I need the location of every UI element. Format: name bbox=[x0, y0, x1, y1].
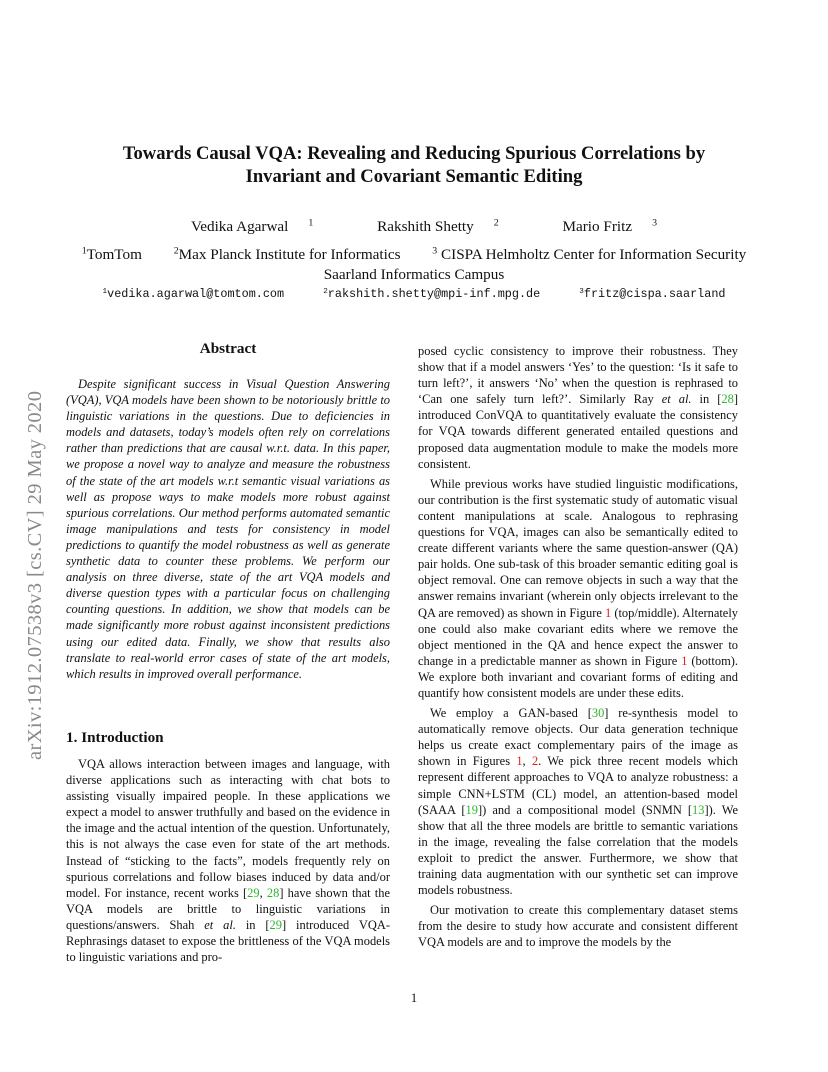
email-list bbox=[0, 285, 828, 303]
affiliation: $^3$ CISPA Helmholtz Center for Information Security bbox=[432, 245, 747, 263]
citation-link[interactable]: 28 bbox=[266, 885, 280, 900]
author bbox=[357, 218, 499, 235]
paragraph: While previous works have studied linguistic modifications, our contribution is the first systematic study of automatic visual content manipulations at scale. Analogous to rephrasing questions for VQA, images can also be semantically edited to create different variants where the same question-answer (QA) pair holds. One sub-task of this broader semantic editing goal is object removal. One can remove objects in such a way that the answer remains invariant (wherein only objects irrelevant to the QA are removed) as shown in Figure 1 (top/middle). Alternately one could also make covariant edits where we remove the object mentioned in the QA and hence expect the answer to change in a predictable manner as shown in Figure 1 (bottom). We explore both invariant and covariant forms of editing and quantify how consistent models are under these edits. bbox=[418, 476, 738, 700]
paragraph: VQA allows interaction between images and language, with diverse applications such as interacting with chat bots to assisting visually impaired people. In these applications we expect a model to answer truthfully and based on the evidence in the image and the actual intention of the question. Unfortunately, this is not always the case even for state of the art methods. Instead of “sticking to the facts”, models frequently rely on spurious correlations and follow biases induced by data and/or model. For instance, recent works [29, 28] have shown that the VQA models are brittle to linguistic variations in questions/answers. Shah et al. in [29] introduced VQA-Rephrasings dataset to expose the brittleness of the VQA models to linguistic variations and pro- bbox=[66, 757, 390, 965]
citation-link[interactable]: 19 bbox=[465, 802, 478, 817]
paragraph: We employ a GAN-based [30] re-synthesis model to automatically remove objects. Our data generation technique helps us create exact complementary pairs of the image as shown in Figures 1, 2. We pick three recent models which represent different approaches to VQA to analyze robustness: a simple CNN+LSTM (CL) model, an attention-based model (SAAA [19]) and a compositional model (SNMN [13]). We show that all the three models are brittle to semantic variations in the image, revealing the false correlation that the models exploit to predict the answer. Furthermore, we show that training data augmentation with our synthetic set can improve models robustness. bbox=[418, 706, 739, 898]
citation-link[interactable]: 28 bbox=[721, 392, 734, 407]
affiliation: $^2$Max Planck Institute for Informatics bbox=[173, 245, 401, 263]
introduction-left-column bbox=[66, 756, 390, 965]
affiliations bbox=[0, 245, 828, 285]
affiliation-line-2: Saarland Informatics Campus bbox=[323, 266, 505, 283]
title-line-2: Invariant and Covariant Semantic Editing bbox=[245, 166, 583, 187]
affiliation: $^1$TomTom bbox=[81, 245, 142, 263]
citation-link[interactable]: 13 bbox=[692, 802, 705, 817]
author-name: Rakshith Shetty bbox=[377, 218, 474, 235]
author-mark: 1 bbox=[308, 217, 314, 229]
arxiv-identifier: arXiv:1912.07538v3 [cs.CV] 29 May 2020 bbox=[24, 390, 46, 760]
paragraph: Our motivation to create this complementary dataset stems from the desire to study how accurate and consistent different VQA models are and to improve the models by the bbox=[418, 903, 738, 950]
author-mark: 3 bbox=[652, 217, 658, 229]
citation-link[interactable]: 29 bbox=[247, 885, 260, 900]
title-line-1: Towards Causal VQA: Revealing and Reducing Spurious Correlations by bbox=[122, 143, 706, 164]
author-mark: 2 bbox=[493, 217, 499, 229]
citation-link[interactable]: 30 bbox=[591, 706, 605, 721]
author bbox=[171, 218, 313, 235]
author-name: Vedika Agarwal bbox=[190, 218, 289, 235]
abstract-body: Despite significant success in Visual Question Answering (VQA), VQA models have been shown to be notoriously brittle to linguistic variations in the questions. Due to deficiencies in models and datasets, today’s models often rely on correlations rather than predictions that are causal w.r.t. data. In this paper, we propose a novel way to analyze and measure the robustness of the state of the art models w.r.t semantic visual variations as well as propose ways to make models more robust against spurious correlations. Our method performs automated semantic image manipulations and tests for consistency in model predictions to quantify the model robustness as well as generate synthetic data to counter these problems. We perform our analysis on three diverse, state of the art VQA models and diverse question types with a particular focus on challenging counting questions. In addition, we show that models can be made significantly more robust against inconsistent predictions using our edited data. Finally, we show that results also translate to real-world error cases of state of the art models, which results in improved overall performance. bbox=[66, 377, 390, 681]
citation-link[interactable]: 29 bbox=[269, 917, 282, 932]
author-list bbox=[0, 217, 828, 237]
email[interactable]: $^1$vedika.agarwal@tomtom.com bbox=[102, 287, 285, 301]
page-number: 1 bbox=[410, 991, 418, 1005]
figure-reference-link[interactable]: 1 bbox=[681, 653, 688, 668]
paragraph: posed cyclic consistency to improve their robustness. They show that if a model answers ‘Yes’ to the question: ‘Is it safe to turn left?’, it answers ‘No’ when the question is rephrased to ‘Can one safely turn left?’. Similarly Ray et al. in [28] introduced ConVQA to quantitatively evaluate the consistency for VQA towards different generated entailed questions and proposed data augmentation module to make the models more consistent. bbox=[418, 344, 738, 471]
right-column bbox=[418, 343, 738, 950]
paper-title bbox=[60, 142, 768, 188]
abstract-heading: Abstract bbox=[199, 340, 257, 357]
author bbox=[542, 218, 657, 235]
figure-reference-link[interactable]: 1 bbox=[604, 605, 612, 620]
affiliation-line-1 bbox=[0, 245, 828, 265]
figure-reference-link[interactable]: 2 bbox=[531, 754, 539, 769]
author-name: Mario Fritz bbox=[562, 218, 633, 235]
section-heading-introduction: 1. Introduction bbox=[66, 729, 164, 746]
figure-reference-link[interactable]: 1 bbox=[516, 754, 523, 769]
email[interactable]: $^3$fritz@cispa.saarland bbox=[579, 287, 726, 301]
email[interactable]: $^2$rakshith.shetty@mpi-inf.mpg.de bbox=[323, 287, 541, 301]
